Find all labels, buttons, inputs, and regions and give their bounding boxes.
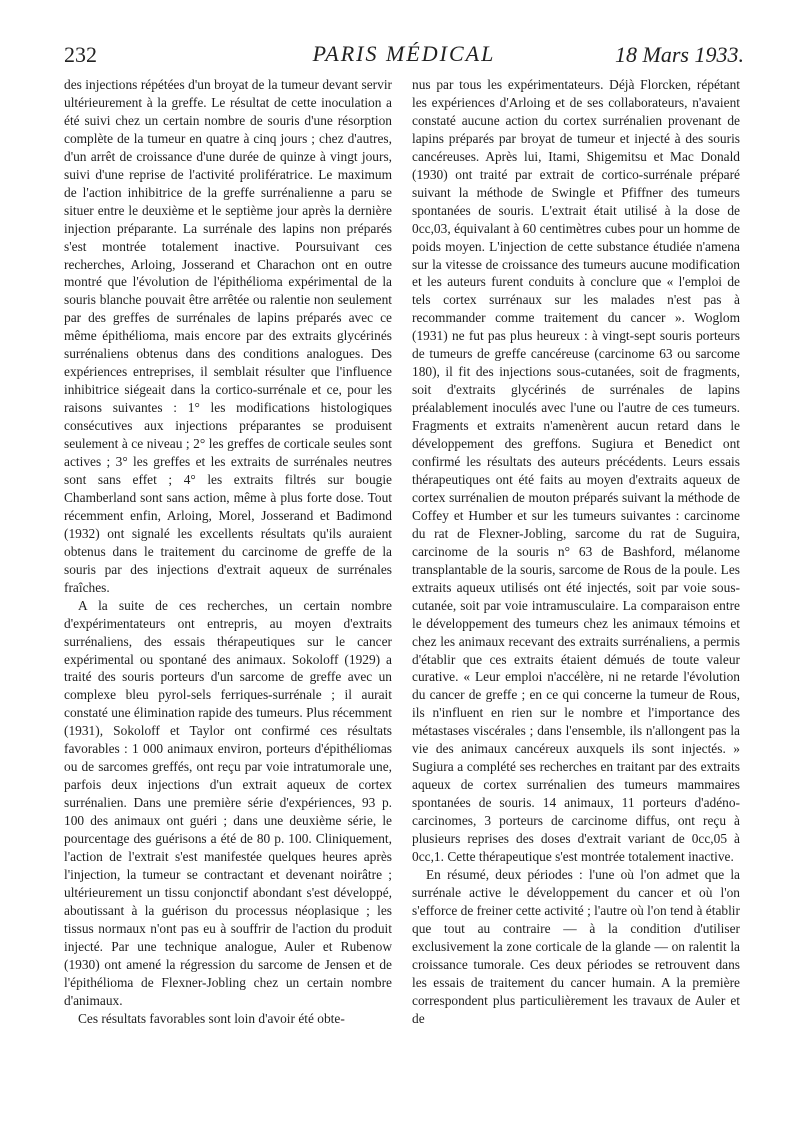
paragraph: nus par tous les expérimentateurs. Déjà Florcken, répétant les expériences d'Arloing et de ses collaborateurs, n'avaient constaté aucune action du cortex surrénalien provenant de lapins préparés par broyat de tumeur et injecté à des souris cancéreuses. Après lui, Itami, Shigemitsu et Mac Donald (1930) ont traité par extrait de cortico-surrénale préparé suivant la méthode de Swingle et Pfiffner des tumeurs spontanées de souris. L'extrait était utilisé à la dose de 0cc,03, équivalant à 60 centimètres cubes pour un homme de poids moyen. L'injection de cette substance étudiée n'amena sur la vitesse de croissance des tumeurs aucune modification et les auteurs furent conduits à conclure que « l'emploi de tels cortex surrénaux sur les malades n'est pas à recommander comme traitement du cancer ». Woglom (1931) ne fut pas plus heureux : à vingt-sept souris porteurs de tumeurs de greffe cancéreuse (carcinome 63 ou sarcome 180), il fit des injections sous-cutanées, soit de fragments, soit d'extraits glycérinés de surrénales de lapins préalablement inoculés avec l'une ou l'autre de ces tumeurs. Fragments et extraits n'amenèrent aucun retard dans le développement des greffons. Sugiura et Benedict ont confirmé les résultats des auteurs précédents. Leurs essais thérapeutiques ont été faits au moyen d'extraits aqueux de cortex surrénalien de mouton préparés suivant la méthode de Coffey et Humber et sur les tumeurs suivantes : carcinome du rat de Flexner-Jobling, sarcome du rat de Suguira, carcinome de la souris n° 63 de Bashford, mélanome transplantable de la souris, sarcome de Rous de la poule. Les extraits aqueux utilisés ont été injectés, soit par voie sous-cutanée, soit par voie intramusculaire. La comparaison entre le développement des tumeurs chez les animaux témoins et chez les animaux recevant des extraits surrénaliens, a permis d'établir que ces extraits étaient démués de toute valeur curative. « Leur emploi n'accélère, ni ne retarde l'évolution du cancer de greffe ; en ce qui concerne la tumeur de Rous, ils n'influent en rien sur le nombre et l'importance des métastases viscérales ; dans l'ensemble, ils n'allongent pas la vie des animaux cancéreux auxquels ils sont injectés. » Sugiura a complété ses recherches en traitant par des extraits aqueux de cortex surrénalien des tumeurs mammaires spontanées de souris. 14 animaux, 11 porteurs d'adéno-carcinomes, 3 porteurs de carcinome diffus, ont reçu à plusieurs reprises des doses d'extrait variant de 0cc,05 à 0cc,1. Cette thérapeutique s'est montrée totalement inactive. [412,77,740,864]
page-header [64,40,744,70]
journal-title: PARIS MÉDICAL [312,41,496,66]
paragraph: En résumé, deux périodes : l'une où l'on admet que la surrénale active le développement du cancer et où l'on s'efforce de freiner cette activité ; l'autre où l'on tend à établir que tout au contraire — à la condition d'utiliser exclusivement la zone corticale de la glande — on ralentit la croissance tumorale. Ces deux périodes se retrouvent dans les essais de traitement du cancer humain. A la première correspondent plus particulièrement les travaux de Auler et de [412,866,740,1026]
right-column [412,76,740,1028]
left-column [64,76,392,1028]
issue-date: 18 Mars 1933. [615,42,744,67]
paragraph: des injections répétées d'un broyat de la tumeur devant servir ultérieurement à la greffe. Le résultat de cette inoculation a été suivi chez un certain nombre de souris d'une résorption complète de la tumeur en quatre à cinq jours ; chez d'autres, d'un arrêt de croissance d'une durée de quinze à vingt jours, suivi d'une reprise de l'activité prolifératrice. Le maximum de l'action inhibitrice de la greffe surrénalienne a paru se situer entre le deuxième et le septième jour après la dernière injection préparante. La surrénale des lapins non préparés s'est montrée totalement inactive. Poursuivant ces recherches, Arloing, Josserand et Charachon ont en outre montré que l'évolution de l'épithélioma expérimental de la souris blanche pouvait être arrêtée ou ralentie non seulement par des greffes de surrénales de lapins préparés avec ce même épithélioma, mais encore par des extraits glycérinés surrénaliens obtenus dans des conditions analogues. Des expériences entreprises, il semblait résulter que l'influence inhibitrice siégeait dans la cortico-surrénale et ce, pour les raisons suivantes : 1° les modifications histologiques consécutives aux injections préparantes se produisent seulement à ce niveau ; 2° les greffes de corticale seules sont actives ; 3° les greffes et les extraits de surrénales neutres sont sans effet ; 4° les extraits filtrés sur bougie Chamberland sont sans action, même à plus forte dose. Tout récemment enfin, Arloing, Morel, Josserand et Badimond (1932) ont signalé les excellents résultats qu'ils auraient obtenus dans le traitement du carcinome de greffe de la souris par des injections d'extrait aqueux de surrénales fraîches. [64,77,392,595]
page-number: 232 [64,42,97,67]
paragraph: A la suite de ces recherches, un certain nombre d'expérimentateurs ont entrepris, au moyen d'extraits surrénaliens, des essais thérapeutiques sur le cancer expérimental ou spontané des animaux. Sokoloff (1929) a traité des souris porteurs d'un sarcome de greffe avec un complexe bleu pyrol-sels ferriques-surrénale ; il aurait constaté une élimination rapide des tumeurs. Plus récemment (1931), Sokoloff et Taylor ont confirmé ces résultats favorables : 1 000 animaux environ, porteurs d'épithéliomas ou de sarcomes greffés, ont reçu par voie intratumorale une, parfois deux injections d'un extrait aqueux de cortex surrénalien. Dans une première série d'expériences, 93 p. 100 des animaux ont guéri ; dans une deuxième série, le pourcentage des guérisons a été de 80 p. 100. Cliniquement, l'action de l'extrait s'est manifestée quelques heures après l'injection, la tumeur se contractant et devenant noirâtre ; ultérieurement un tissu conjonctif abondant s'est développé, aboutissant à la guérison du processus néoplasique ; les tissus normaux n'ont pas eu à souffrir de l'action du produit injecté. Par une technique analogue, Auler et Rubenow (1930) ont amené la régression du sarcome de Jensen et de l'épithélioma de Flexner-Jobling chez un certain nombre d'animaux. [64,597,392,1008]
paragraph: Ces résultats favorables sont loin d'avoir été obte- [78,1010,345,1026]
